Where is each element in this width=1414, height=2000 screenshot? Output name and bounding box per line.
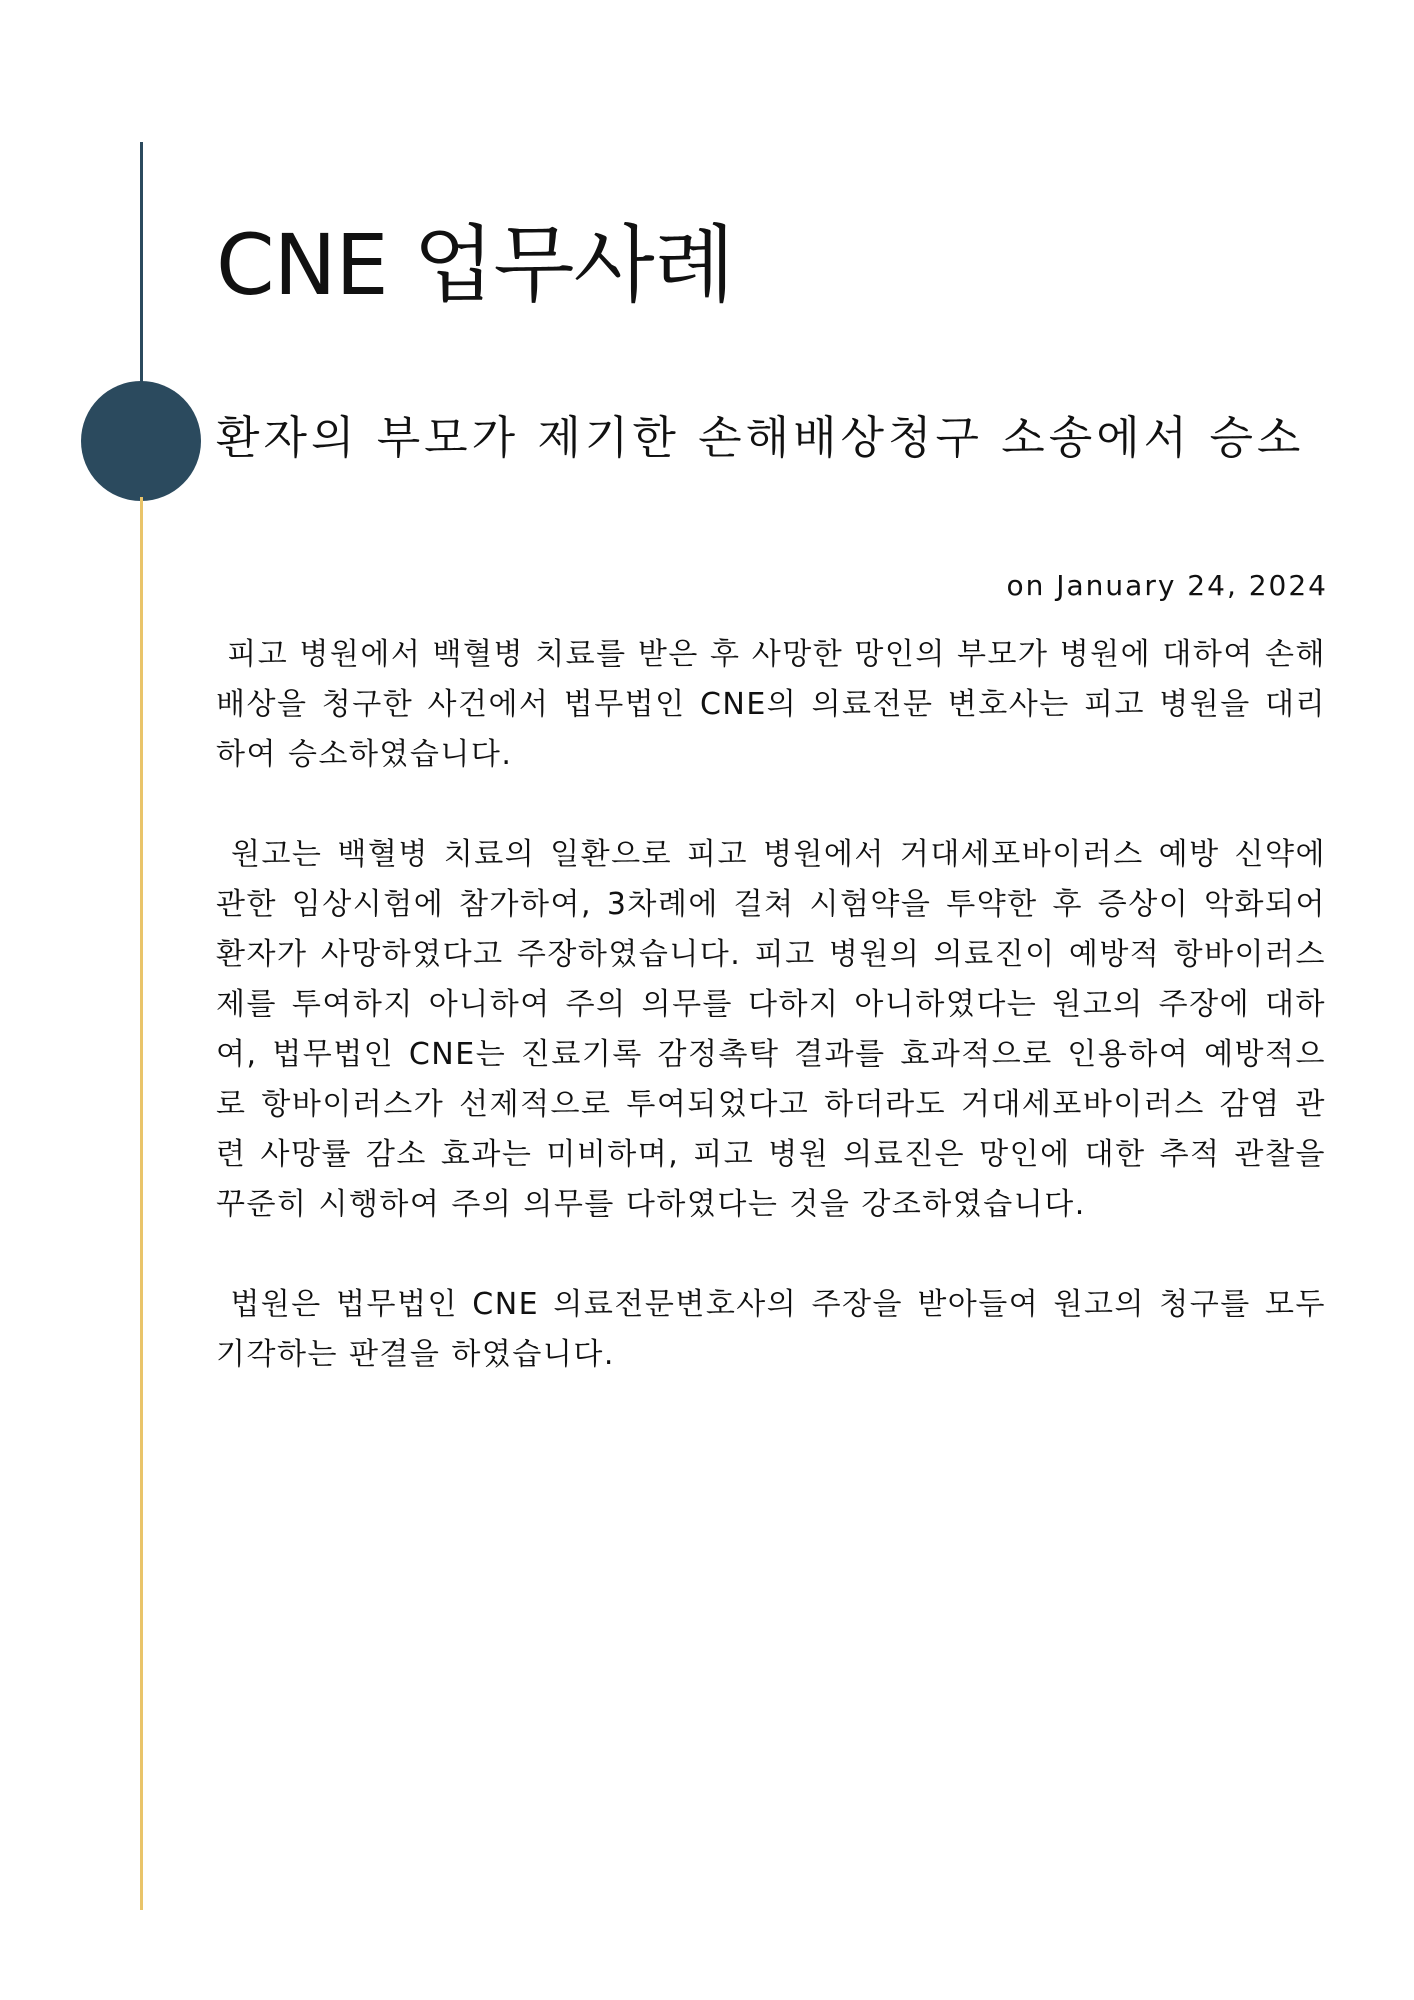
publish-date: on January 24, 2024 (1006, 569, 1328, 602)
timeline-circle-marker (81, 381, 201, 501)
paragraph-2: 원고는 백혈병 치료의 일환으로 피고 병원에서 거대세포바이러스 예방 신약에 관한 임상시험에 참가하여, 3차례에 걸쳐 시험약을 투약한 후 증상이 악화되어 환자가 사망하였다고 주장하였습니다. 피고 병원의 의료진이 예방적 항바이러스제를 투여하지 아니하여 주의 의무를 다하지 아니하였다는 원고의 주장에 대하여, 법무법인 CNE는 진료기록 감정촉탁 결과를 효과적으로 인용하여 예방적으로 항바이러스가 선제적으로 투여되었다고 하더라도 거대세포바이러스 감염 관련 사망률 감소 효과는 미비하며, 피고 병원 의료진은 망인에 대한 추적 관찰을 꾸준히 시행하여 주의 의무를 다하였다는 것을 강조하였습니다. (216, 837, 1338, 1222)
article-body (216, 630, 1338, 1430)
page-subtitle: 환자의 부모가 제기한 손해배상청구 소송에서 승소 (216, 411, 1305, 464)
paragraph-1: 피고 병원에서 백혈병 치료를 받은 후 사망한 망인의 부모가 병원에 대하여 손해배상을 청구한 사건에서 법무법인 CNE의 의료전문 변호사는 피고 병원을 대리하여 승소하였습니다. (216, 637, 1326, 772)
page-title: CNE 업무사례 (216, 216, 734, 314)
paragraph-3: 법원은 법무법인 CNE 의료전문변호사의 주장을 받아들여 원고의 청구를 모두 기각하는 판결을 하였습니다. (216, 1287, 1338, 1372)
timeline-line-bottom (140, 497, 143, 1910)
